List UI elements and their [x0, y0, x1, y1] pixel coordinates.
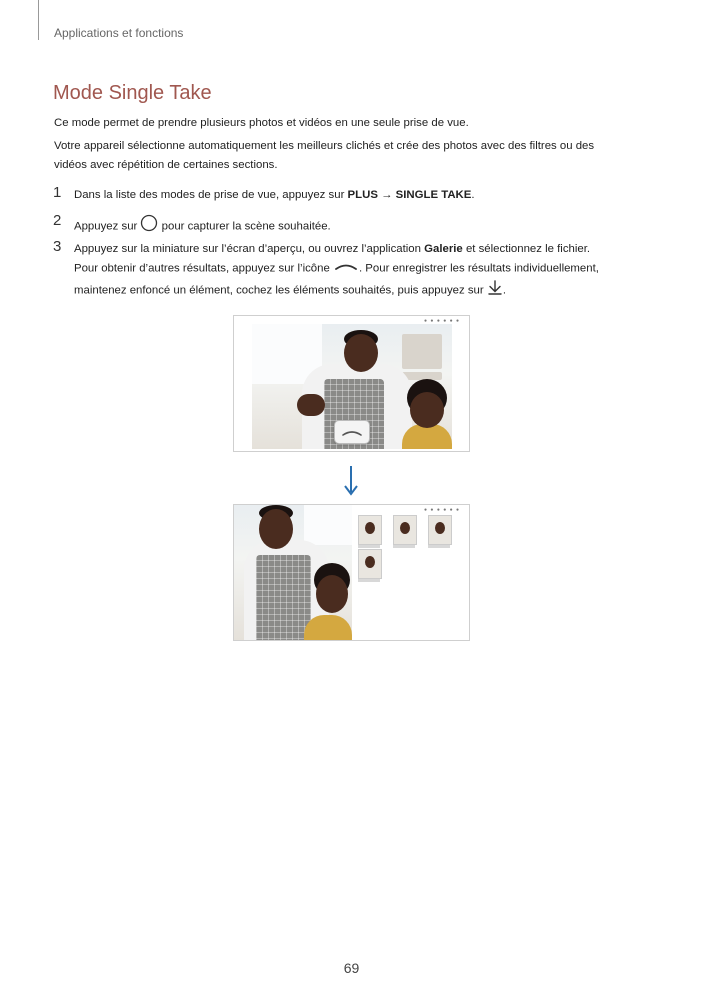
section-title: Mode Single Take: [53, 82, 212, 104]
chevron-up-icon: [333, 259, 359, 278]
download-icon: [487, 279, 503, 302]
arrow-down-icon: [343, 466, 359, 501]
gallery-results-screenshot: [233, 504, 470, 641]
intro-paragraph-1: Ce mode permet de prendre plusieurs photos et vidéos en une seule prise de vue.: [54, 117, 469, 129]
intro-paragraph-2-line-2: vidéos avec répétition de certaines sections.: [54, 159, 278, 171]
gallery-status-bar: ● ● ● ● ● ●: [424, 507, 461, 513]
step-1-text: Dans la liste des modes de prise de vue, appuyez sur PLUS → SINGLE TAKE.: [74, 189, 475, 201]
shutter-button-icon: [140, 214, 158, 239]
running-header: Applications et fonctions: [54, 26, 184, 40]
selected-result-photo: [234, 505, 352, 640]
step-2-text: Appuyez sur pour capturer la scène souhaitée.: [74, 214, 659, 239]
plus-label: PLUS: [347, 189, 378, 201]
step-1-number: 1: [53, 184, 62, 201]
step-3-number: 3: [53, 238, 62, 255]
page-number: 69: [343, 960, 360, 976]
single-take-label: SINGLE TAKE: [395, 189, 472, 201]
intro-paragraph-2-line-1: Votre appareil sélectionne automatiquement les meilleurs clichés et crée des photos avec des filtres ou des: [54, 140, 595, 152]
result-item-3[interactable]: [428, 515, 452, 545]
result-item-2[interactable]: [393, 515, 417, 545]
step-3-text: Appuyez sur la miniature sur l’écran d’aperçu, ou ouvrez l’application Galerie et sélectionnez le fichier. Pour obtenir d’autres résultats, appuyez sur l’icône . Pour enregistrer les résultats individuellement, maintenez enfoncé un élément, cochez les éléments souhaités, puis appuyez sur .: [74, 240, 659, 302]
header-rule: [38, 0, 39, 40]
result-thumbnail-button[interactable]: [334, 420, 370, 444]
galerie-label: Galerie: [424, 243, 463, 255]
result-item-1[interactable]: [358, 515, 382, 545]
status-bar: ● ● ● ● ● ●: [424, 318, 461, 324]
step-2-number: 2: [53, 212, 62, 229]
camera-preview-screenshot: [233, 315, 470, 452]
result-item-4[interactable]: [358, 549, 382, 579]
